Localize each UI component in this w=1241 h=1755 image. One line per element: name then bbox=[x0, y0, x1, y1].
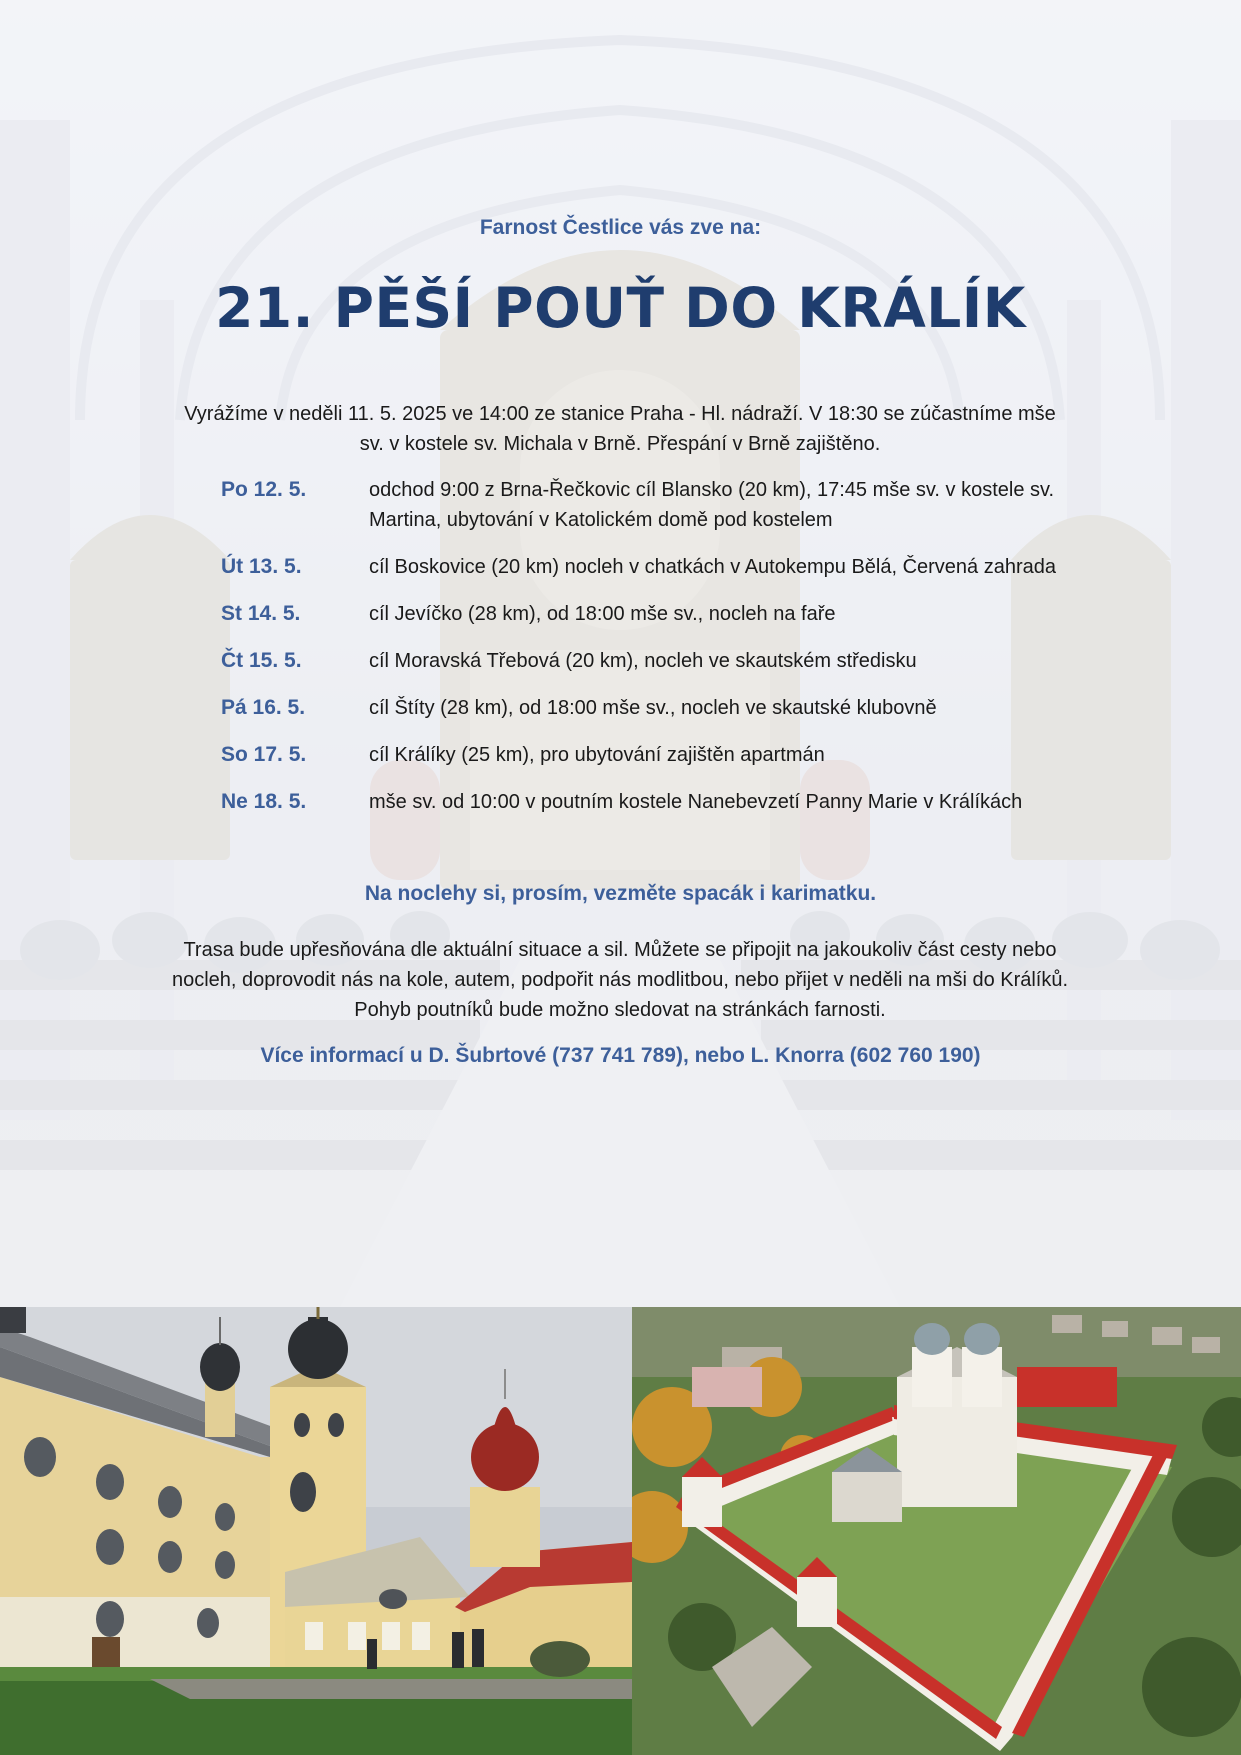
photo-monastery-aerial bbox=[632, 1307, 1241, 1755]
schedule-text: cíl Moravská Třebová (20 km), nocleh ve skautském středisku bbox=[369, 650, 917, 672]
photo-church-exterior bbox=[0, 1307, 632, 1755]
schedule-day: Ne 18. 5. bbox=[221, 790, 307, 813]
schedule-row bbox=[221, 787, 1101, 817]
schedule-list bbox=[221, 475, 1101, 834]
route-note: Trasa bude upřesňována dle aktuální situace a sil. Můžete se připojit na jakoukoliv část cesty nebo nocleh, doprovodit nás na kole, autem, podpořit nás modlitbou, nebo přijet v neděli na mši do Králíků. Pohyb poutníků bude možno sledovat na stránkách farnosti. bbox=[171, 939, 1069, 1021]
schedule-day: Út 13. 5. bbox=[221, 555, 302, 578]
schedule-row bbox=[221, 552, 1101, 582]
schedule-text: cíl Boskovice (20 km) nocleh v chatkách v Autokempu Bělá, Červená zahrada bbox=[369, 556, 1057, 578]
schedule-day: So 17. 5. bbox=[221, 743, 307, 766]
schedule-day: Čt 15. 5. bbox=[221, 649, 302, 672]
invite-line: Farnost Čestlice vás zve na: bbox=[479, 216, 762, 239]
schedule-text: cíl Králíky (25 km), pro ubytování zajištěn apartmán bbox=[369, 744, 825, 766]
schedule-row bbox=[221, 475, 1101, 535]
schedule-day: St 14. 5. bbox=[221, 602, 301, 625]
schedule-row bbox=[221, 693, 1101, 723]
intro-paragraph: Vyrážíme v neděli 11. 5. 2025 ve 14:00 ze stanice Praha - Hl. nádraží. V 18:30 se zúčastníme mše sv. v kostele sv. Michala v Brně. Přespání v Brně zajištěno. bbox=[184, 403, 1056, 455]
schedule-text: cíl Štíty (28 km), od 18:00 mše sv., nocleh ve skautské klubovně bbox=[369, 697, 937, 719]
page-title: 21. PĚŠÍ POUŤ DO KRÁLÍK bbox=[215, 276, 1026, 340]
schedule-text: cíl Jevíčko (28 km), od 18:00 mše sv., nocleh na faře bbox=[369, 603, 836, 625]
schedule-day: Po 12. 5. bbox=[221, 478, 307, 501]
schedule-row bbox=[221, 646, 1101, 676]
bring-note: Na noclehy si, prosím, vezměte spacák i karimatku. bbox=[364, 882, 877, 905]
schedule-day: Pá 16. 5. bbox=[221, 696, 306, 719]
schedule-text: odchod 9:00 z Brna-Řečkovic cíl Blansko (20 km), 17:45 mše sv. v kostele sv. Martina, ubytování v Katolickém domě pod kostelem bbox=[369, 479, 1055, 531]
schedule-row bbox=[221, 599, 1101, 629]
schedule-row bbox=[221, 740, 1101, 770]
contact-info: Více informací u D. Šubrtové (737 741 789), nebo L. Knorra (602 760 190) bbox=[260, 1044, 981, 1067]
schedule-text: mše sv. od 10:00 v poutním kostele Nanebevzetí Panny Marie v Králíkách bbox=[369, 791, 1023, 813]
